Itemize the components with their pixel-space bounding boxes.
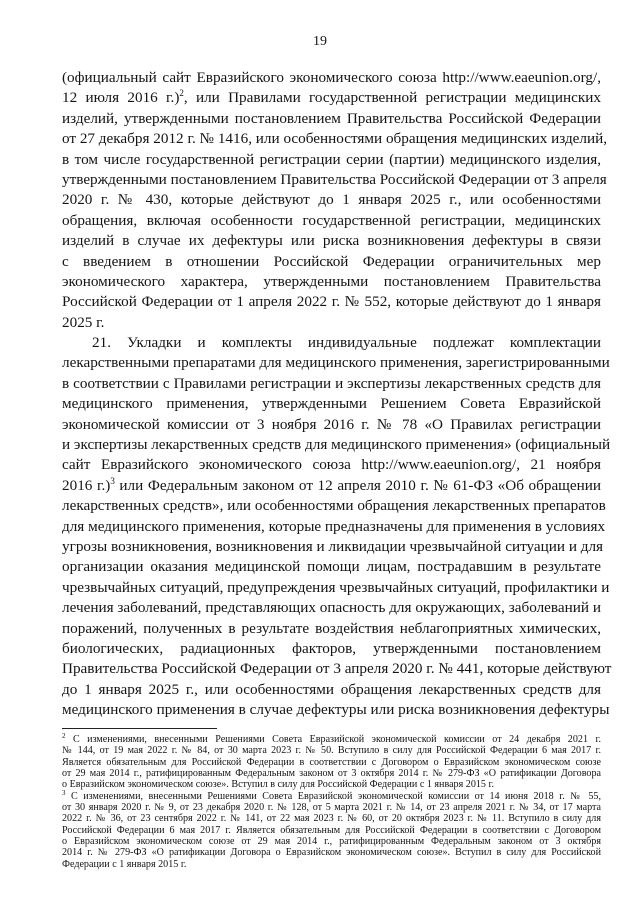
text-line: для медицинского применения, которые предназначены для применения в условиях: [62, 517, 606, 535]
text-line: 2016 г.)$^3$ или Федеральным законом от 12 апреля 2010 г. № 61-ФЗ «Об обращении: [62, 475, 601, 494]
footnote-marker: 2: [62, 732, 66, 740]
footnote-separator: [62, 728, 217, 729]
text-line: обращения, включая особенности государственной регистрации, медицинских: [62, 211, 601, 229]
footnote-line: Российской Федерации 6 мая 2017 г. Является обязательным для Российской Федерации в соответствии с Договором: [62, 824, 601, 836]
text-line: изделий в случае их дефектуры или риска возникновения дефектуры в связи: [62, 232, 601, 250]
text-line: до 1 января 2025 г., или особенностями обращения лекарственных средств для: [62, 680, 601, 698]
footnote-line: Федерации с 1 января 2015 г.: [62, 858, 187, 870]
footnote-line: о Евразийском экономическом союзе». Вступил в силу для Российской Федерации с 1 января 2015 г.: [62, 779, 495, 791]
text-line: от 27 декабря 2012 г. № 1416, или особенностями обращения медицинских изделий,: [62, 130, 608, 148]
page-number: 19: [313, 34, 327, 49]
text-line: с введением в отношении Российской Федерации ограничительных мер: [62, 252, 601, 270]
footnotes: [62, 734, 601, 870]
text-line: лекарственными препаратами для медицинского применения, зарегистрированными: [62, 354, 610, 372]
text-line: 12 июля 2016 г.)$^2$, или Правилами государственной регистрации медицинских: [62, 88, 601, 107]
text-line: Российской Федерации от 1 апреля 2022 г. № 552, которые действуют до 1 января: [62, 293, 601, 311]
paragraph-21-start: 21. Укладки и комплекты индивидуальные подлежат комплектации: [92, 334, 601, 352]
text-line: медицинского применения в случае дефектуры или риска возникновения дефектуры: [62, 701, 610, 719]
text-line: 2025 г.: [62, 313, 105, 331]
text-line: Правительства Российской Федерации от 3 апреля 2020 г. № 441, которые действуют: [62, 660, 612, 678]
text-line: угрозы возникновения, возникновения и ликвидации чрезвычайной ситуации и для: [62, 537, 604, 555]
text-line: сайт Евразийского экономического союза http://www.eaeunion.org/, 21 ноября: [62, 456, 601, 474]
text-line: чрезвычайных ситуаций, предупреждения чрезвычайных ситуаций, профилактики и: [62, 578, 610, 596]
text-line: экономического характера, утвержденными постановлением Правительства: [62, 272, 601, 290]
footnote-2: $^2$ С изменениями, внесенными Решениями Совета Евразийской экономической комиссии от 24 декабря 2021 г.: [62, 732, 601, 745]
footnote-line: 2014 г. № 279-ФЗ «О ратификации Договора о Евразийском экономическом союзе». Вступил в силу для Российской: [62, 847, 601, 859]
text-line: медицинского применения, утвержденными Решением Совета Евразийской: [62, 395, 601, 413]
footnote-line: Является обязательным для Российской Федерации в соответствии с Договором о Евразийском экономическом союзе: [62, 756, 601, 768]
text-line: (официальный сайт Евразийского экономического союза http://www.eaeunion.org/,: [62, 69, 601, 86]
text-line: в том числе государственной регистрации серии (партии) медицинского изделия,: [62, 150, 601, 168]
text-line: и экспертизы лекарственных средств для медицинского применения» (официальный: [62, 436, 611, 454]
text-line: изделий, утвержденными постановлением Правительства Российской Федерации: [62, 109, 601, 127]
text-line: утвержденными постановлением Правительства Российской Федерации от 3 апреля: [62, 170, 607, 188]
footnote-line: 2022 г. № 36, от 23 сентября 2022 г. № 141, от 22 мая 2023 г. № 60, от 20 октября 2023 г. № 11. Вступило в силу для: [62, 813, 601, 825]
footnote-line: № 144, от 19 мая 2022 г. № 84, от 30 марта 2023 г. № 50. Вступило в силу для Российской Федерации 6 мая 2017 г.: [62, 745, 601, 757]
footnote-line: о Евразийском экономическом союзе от 29 мая 2014 г., ратифицированным Федеральным законом от 3 октября: [62, 836, 601, 848]
text-line: лекарственных средств», или особенностями обращения лекарственных препаратов: [62, 497, 606, 515]
text-line: лечения заболеваний, представляющих опасность для окружающих, заболеваний и: [62, 599, 601, 617]
text-line: 2020 г. № 430, которые действуют до 1 января 2025 г., или особенностями: [62, 191, 601, 209]
footnote-line: от 30 января 2020 г. № 9, от 23 декабря 2020 г. № 128, от 5 марта 2021 г. № 14, от 23 апреля 2021 г. № 34, от 17 марта: [62, 802, 601, 814]
text-line: экономической комиссии от 3 ноября 2016 г. № 78 «О Правилах регистрации: [62, 415, 601, 433]
text-line: биологических, радиационных факторов, утвержденными постановлением: [62, 639, 601, 657]
footnote-ref[interactable]: 3: [110, 475, 115, 486]
footnote-marker: 3: [62, 788, 66, 797]
main-text: [62, 68, 612, 721]
text-line: поражений, полученных в результате воздействия неблагоприятных химических,: [62, 619, 601, 637]
footnote-line: от 29 мая 2014 г., ратифицированным Федеральным законом от 3 октября 2014 г. № 279-ФЗ «О ратификации Договора: [62, 768, 601, 780]
text-line: организации оказания медицинской помощи лицам, пострадавшим в результате: [62, 558, 601, 576]
footnote-ref[interactable]: 2: [179, 88, 184, 99]
footnote-3: $^3$ С изменениями, внесенными Решениями Совета Евразийской экономической комиссии от 14 июня 2018 г. № 55,: [62, 788, 601, 802]
text-line: в соответствии с Правилами регистрации и экспертизы лекарственных средств для: [62, 374, 601, 392]
